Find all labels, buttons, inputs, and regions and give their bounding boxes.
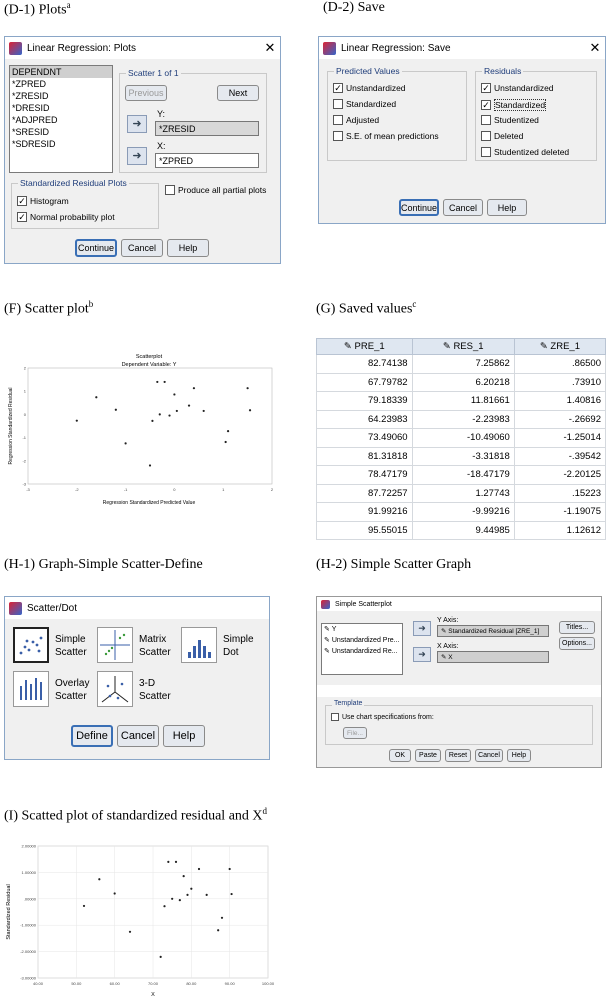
app-icon: [321, 600, 330, 609]
pred-adjusted-checkbox[interactable]: Adjusted: [333, 115, 379, 125]
table-cell[interactable]: .86500: [514, 355, 605, 374]
scatter-group: Scatter 1 of 1: [119, 73, 267, 173]
x-tick-label: 80.00: [186, 981, 197, 986]
data-point: [227, 430, 229, 432]
y-tick-label: -2.00000: [20, 949, 36, 955]
x-tick-label: -2: [75, 487, 79, 492]
simple-scatter-titlebar: [317, 597, 601, 611]
y-field[interactable]: *ZRESID: [155, 121, 259, 136]
data-point: [249, 409, 251, 411]
list-item[interactable]: ✎ Y: [324, 626, 337, 633]
save-dialog: [318, 36, 606, 224]
title-d1: (D-1) Plots$^a$: [4, 0, 71, 18]
table-cell[interactable]: 82.74138: [317, 355, 413, 374]
table-cell[interactable]: -9.99216: [412, 503, 514, 522]
data-point: [198, 868, 200, 870]
simple-dot-label: Simple Dot: [223, 634, 254, 658]
title-g: (G) Saved values$^c$: [316, 299, 417, 317]
data-point: [176, 410, 178, 412]
x-tick-label: 50.00: [71, 981, 82, 986]
table-cell[interactable]: 9.44985: [412, 521, 514, 540]
data-point: [230, 893, 232, 895]
table-cell[interactable]: .15223: [514, 484, 605, 503]
data-point: [225, 441, 227, 443]
matrix-scatter-tile[interactable]: [97, 627, 133, 663]
help-button[interactable]: Help: [507, 749, 531, 762]
table-cell[interactable]: 78.47179: [317, 466, 413, 485]
check-icon: ✓: [334, 83, 342, 93]
data-point: [159, 413, 161, 415]
scatter-f-svg: [4, 338, 294, 520]
data-point: [221, 917, 223, 919]
x-tick-label: 90.00: [224, 981, 235, 986]
res-deleted-checkbox[interactable]: Deleted: [481, 131, 523, 141]
std-residual-group: Standardized Residual Plots: [11, 183, 159, 229]
res-unstd-checkbox[interactable]: ✓ Unstandardized: [482, 83, 554, 93]
table-cell[interactable]: 79.18339: [317, 392, 413, 411]
y-label: Y:: [157, 109, 166, 119]
data-point: [83, 905, 85, 907]
x-tick-label: -1: [123, 487, 128, 492]
data-point: [98, 878, 100, 880]
x-tick-label: 60.00: [109, 981, 120, 986]
help-button[interactable]: Help: [167, 239, 209, 257]
scatter-plot-i: [4, 840, 280, 998]
list-item[interactable]: ✎ Unstandardized Re...: [324, 648, 398, 655]
x-tick-label: 2: [270, 487, 274, 492]
list-item[interactable]: ✎ Unstandardized Pre...: [324, 637, 400, 644]
table-row: [317, 392, 606, 411]
table-cell[interactable]: -1.25014: [514, 429, 605, 448]
data-point: [229, 868, 231, 870]
data-point: [149, 464, 151, 466]
chart-subtitle: Dependent Variable: Y: [121, 362, 177, 368]
move-x-arrow-icon[interactable]: ➜: [413, 647, 431, 662]
next-button[interactable]: Next: [217, 85, 259, 101]
y-tick-label: 0: [23, 411, 26, 417]
pencil-icon: ✎: [343, 341, 355, 352]
y-tick-label: -2: [22, 458, 26, 464]
table-row: [317, 521, 606, 540]
titles-button[interactable]: Titles...: [559, 621, 595, 634]
y-axis-field[interactable]: ✎ Standardized Residual [ZRE_1]: [437, 625, 549, 637]
list-item[interactable]: DEPENDNT: [10, 66, 112, 78]
data-point: [151, 420, 153, 422]
pred-se-checkbox[interactable]: S.E. of mean predictions: [333, 131, 439, 141]
x-axis-label: X: [151, 992, 155, 998]
pencil-icon: ✎: [442, 341, 454, 352]
table-cell[interactable]: -10.49060: [412, 429, 514, 448]
scatter-plot-f: [4, 338, 294, 520]
y-axis-label: Regression Standardized Residual: [8, 387, 14, 465]
template-group: Template: [325, 705, 593, 745]
table-cell[interactable]: 64.23983: [317, 410, 413, 429]
table-cell[interactable]: 7.25862: [412, 355, 514, 374]
cancel-button[interactable]: Cancel: [475, 749, 503, 762]
data-point: [217, 929, 219, 931]
app-icon: [323, 42, 336, 55]
variable-icon: ✎: [324, 648, 332, 655]
data-point: [179, 899, 181, 901]
data-point: [115, 409, 117, 411]
data-point: [188, 404, 190, 406]
x-tick-label: 40.00: [32, 981, 44, 986]
saved-values-table: [316, 338, 606, 540]
data-point: [114, 892, 116, 894]
x-tick-label: 100.00: [261, 981, 275, 986]
table-cell[interactable]: 95.55015: [317, 521, 413, 540]
reset-button[interactable]: Reset: [445, 749, 471, 762]
simple-scatter-label: Simple Scatter: [55, 634, 87, 658]
plot-frame: [28, 368, 272, 484]
table-cell[interactable]: -2.23983: [412, 410, 514, 429]
check-icon: ✓: [18, 212, 26, 222]
table-header: [317, 339, 606, 355]
y-tick-label: 2: [23, 365, 26, 371]
variable-icon: ✎: [441, 654, 449, 661]
3d-scatter-label: 3-D Scatter: [139, 678, 171, 702]
y-tick-label: 1.00000: [21, 869, 36, 875]
dialog-title: Simple Scatterplot: [335, 600, 392, 608]
table-cell[interactable]: -3.31818: [412, 447, 514, 466]
scatter-dot-titlebar: [5, 597, 269, 619]
table-row: [317, 503, 606, 522]
data-point: [125, 442, 127, 444]
help-button[interactable]: Help: [487, 199, 527, 216]
x-tick-label: -3: [26, 487, 30, 492]
title-f: (F) Scatter plot$^b$: [4, 299, 94, 317]
paste-button[interactable]: Paste: [415, 749, 441, 762]
partial-plots-checkbox[interactable]: Produce all partial plots: [165, 185, 266, 195]
move-arrow-icon-2[interactable]: ➜: [127, 147, 147, 165]
move-arrow-icon[interactable]: ➜: [127, 115, 147, 133]
cancel-button[interactable]: Cancel: [121, 239, 163, 257]
y-tick-label: -1.00000: [20, 922, 36, 928]
data-point: [190, 888, 192, 890]
variable-icon: ✎: [324, 637, 332, 644]
overlay-scatter-label: Overlay Scatter: [55, 678, 90, 702]
table-row: [317, 373, 606, 392]
pred-unstd-checkbox[interactable]: ✓ Unstandardized: [334, 83, 406, 93]
variable-icon: ✎: [441, 628, 449, 635]
matrix-scatter-label: Matrix Scatter: [139, 634, 171, 658]
matrix-scatter-icon: [98, 628, 132, 662]
data-point: [183, 875, 185, 877]
dialog-title: Scatter/Dot: [27, 602, 78, 614]
check-icon: ✓: [482, 83, 490, 93]
y-tick-label: -3: [22, 481, 26, 487]
options-button[interactable]: Options...: [559, 637, 595, 650]
histogram-checkbox[interactable]: ✓ Histogram: [18, 196, 69, 206]
table-cell[interactable]: 1.27743: [412, 484, 514, 503]
table-cell[interactable]: -18.47179: [412, 466, 514, 485]
table-row: [317, 355, 606, 374]
x-tick-label: 70.00: [147, 981, 159, 986]
table-cell[interactable]: -2.20125: [514, 466, 605, 485]
data-point: [247, 387, 249, 389]
3d-scatter-tile[interactable]: [97, 671, 133, 707]
x-field[interactable]: *ZPRED: [155, 153, 259, 168]
chart-title: Scatterplot: [135, 354, 163, 360]
table-cell[interactable]: .73910: [514, 373, 605, 392]
res-stud-deleted-checkbox[interactable]: Studentized deleted: [481, 147, 569, 157]
variable-list[interactable]: [9, 65, 113, 173]
data-point: [156, 381, 158, 383]
normal-prob-checkbox[interactable]: ✓ Normal probability plot: [18, 212, 115, 222]
3d-scatter-icon: [98, 672, 132, 706]
save-titlebar: [319, 37, 605, 59]
overlay-scatter-tile[interactable]: [13, 671, 49, 707]
table-cell[interactable]: 6.20218: [412, 373, 514, 392]
data-point: [163, 905, 165, 907]
simple-scatterplot-dialog: [316, 596, 602, 768]
y-tick-label: -1: [22, 435, 26, 441]
table-row: [317, 429, 606, 448]
simple-scatter-tile[interactable]: [13, 627, 49, 663]
data-point: [164, 381, 166, 383]
table-cell[interactable]: 91.99216: [317, 503, 413, 522]
data-point: [160, 956, 162, 958]
title-d2: (D-2) Save: [323, 0, 385, 15]
list-item[interactable]: *ADJPRED: [12, 115, 58, 125]
table-row: [317, 484, 606, 503]
move-y-arrow-icon[interactable]: ➜: [413, 621, 431, 636]
data-point: [76, 420, 78, 422]
overlay-scatter-icon: [14, 672, 48, 706]
x-tick-label: 1: [222, 487, 225, 492]
simple-dot-tile[interactable]: [181, 627, 217, 663]
scatter-dot-dialog: [4, 596, 270, 760]
table-row: [317, 447, 606, 466]
data-point: [171, 898, 173, 900]
table-row: [317, 466, 606, 485]
list-item[interactable]: *ZPRED: [12, 79, 47, 89]
residuals-group: Residuals: [475, 71, 597, 161]
title-h1: (H-1) Graph-Simple Scatter-Define: [4, 557, 203, 572]
x-axis-field[interactable]: ✎ X: [437, 651, 549, 663]
define-button[interactable]: Define: [71, 725, 113, 747]
y-tick-label: -3.00000: [20, 975, 36, 981]
table-cell[interactable]: 11.81661: [412, 392, 514, 411]
predicted-group: Predicted Values: [327, 71, 467, 161]
scatter-i-svg: [4, 840, 280, 998]
table-cell[interactable]: 1.40816: [514, 392, 605, 411]
table-cell[interactable]: 67.79782: [317, 373, 413, 392]
y-tick-label: 1: [23, 388, 26, 394]
use-chart-checkbox[interactable]: Use chart specifications from:: [331, 713, 434, 721]
title-i: (I) Scatted plot of standardized residual and $X^d$: [4, 806, 268, 824]
data-point: [168, 414, 170, 416]
app-icon: [9, 602, 22, 615]
x-label: X:: [157, 141, 166, 151]
help-button[interactable]: Help: [163, 725, 205, 747]
continue-button[interactable]: Continue: [75, 239, 117, 257]
x-tick-label: 0: [173, 487, 176, 492]
plots-dialog: [4, 36, 281, 264]
table-row: [317, 410, 606, 429]
pred-std-checkbox[interactable]: Standardized: [333, 99, 396, 109]
file-button[interactable]: File...: [343, 727, 367, 739]
col-header[interactable]: ✎ RES_1: [412, 339, 514, 355]
y-axis-label: Standardized Residual: [6, 884, 12, 940]
res-studentized-checkbox[interactable]: Studentized: [481, 115, 539, 125]
check-icon: ✓: [482, 100, 490, 110]
col-header[interactable]: ✎ ZRE_1: [514, 339, 605, 355]
x-axis-label: X Axis:: [437, 643, 459, 650]
previous-button[interactable]: Previous: [125, 85, 167, 101]
data-point: [95, 396, 97, 398]
data-point: [186, 894, 188, 896]
spacer: [317, 685, 601, 697]
simple-scatter-icon: [15, 629, 47, 661]
data-point: [193, 387, 195, 389]
list-item[interactable]: *DRESID: [12, 103, 50, 113]
col-header[interactable]: ✎ PRE_1: [317, 339, 413, 355]
data-point: [175, 861, 177, 863]
cancel-button[interactable]: Cancel: [443, 199, 483, 216]
app-icon: [9, 42, 22, 55]
ok-button[interactable]: OK: [389, 749, 411, 762]
pencil-icon: ✎: [539, 341, 551, 352]
res-std-checkbox[interactable]: ✓ Standardized: [482, 100, 546, 110]
table-cell[interactable]: -1.19075: [514, 503, 605, 522]
data-point: [167, 861, 169, 863]
data-point: [206, 894, 208, 896]
list-item[interactable]: *ZRESID: [12, 91, 49, 101]
continue-button[interactable]: Continue: [399, 199, 439, 216]
plots-titlebar: [5, 37, 280, 59]
list-item[interactable]: *SDRESID: [12, 139, 56, 149]
variable-list[interactable]: [321, 623, 403, 675]
cancel-button[interactable]: Cancel: [117, 725, 159, 747]
table-cell[interactable]: 73.49060: [317, 429, 413, 448]
data-point: [129, 931, 131, 933]
list-item[interactable]: *SRESID: [12, 127, 50, 137]
close-icon[interactable]: ✕: [589, 40, 601, 55]
table-cell[interactable]: 1.12612: [514, 521, 605, 540]
simple-dot-icon: [182, 628, 216, 662]
table-cell[interactable]: -.39542: [514, 447, 605, 466]
check-icon: ✓: [18, 196, 26, 206]
y-tick-label: 2.00000: [21, 843, 36, 849]
y-axis-label: Y Axis:: [437, 617, 459, 624]
close-icon[interactable]: ✕: [264, 40, 276, 55]
variable-icon: ✎: [324, 626, 332, 633]
y-tick-label: .00000: [23, 896, 36, 902]
x-axis-label: Regression Standardized Predicted Value: [102, 500, 196, 506]
data-point: [173, 393, 175, 395]
table-cell[interactable]: -.26692: [514, 410, 605, 429]
table-cell[interactable]: 87.72257: [317, 484, 413, 503]
dialog-title: Linear Regression: Save: [341, 42, 451, 54]
table-cell[interactable]: 81.31818: [317, 447, 413, 466]
data-point: [203, 410, 205, 412]
dialog-title: Linear Regression: Plots: [27, 42, 136, 54]
title-h2: (H-2) Simple Scatter Graph: [316, 557, 472, 572]
